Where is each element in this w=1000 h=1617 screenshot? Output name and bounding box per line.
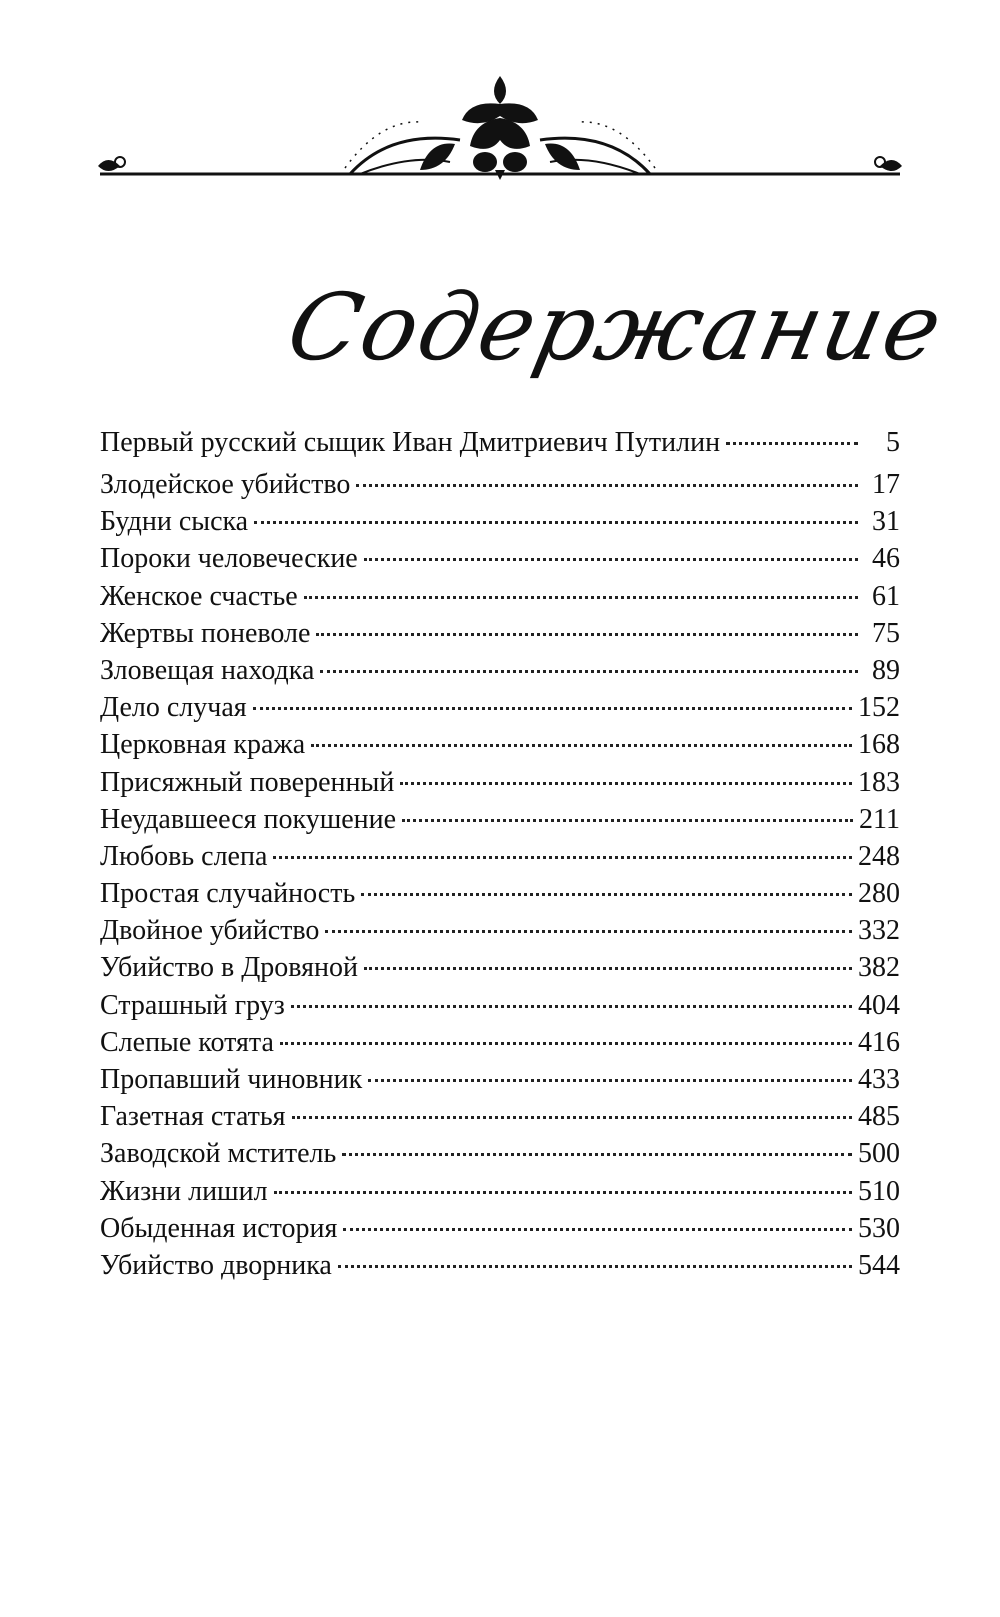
page-title: Содержание xyxy=(278,274,953,381)
toc-entry xyxy=(100,466,900,503)
toc-entry-title: Заводской мститель xyxy=(100,1138,337,1170)
toc-entry-page-number: 280 xyxy=(858,878,900,910)
toc-entry xyxy=(100,503,900,540)
toc-entry-title: Первый русский сыщик Иван Дмитриевич Путилин xyxy=(100,427,721,458)
toc-entry xyxy=(100,912,900,949)
toc-entry-page-number: 544 xyxy=(858,1249,900,1281)
toc-entry-page-number: 433 xyxy=(858,1064,900,1095)
dot-leader xyxy=(253,707,852,710)
dot-leader xyxy=(726,442,858,445)
toc-entry-title: Убийство дворника xyxy=(100,1249,332,1281)
dot-leader xyxy=(338,1265,852,1268)
dot-leader xyxy=(342,1153,852,1156)
toc-entry-page-number: 152 xyxy=(858,692,900,724)
dot-leader xyxy=(343,1228,852,1231)
toc-entry-page-number: 404 xyxy=(858,989,900,1021)
toc-entry-page-number: 332 xyxy=(858,915,900,947)
toc-entry xyxy=(100,838,900,875)
dot-leader xyxy=(364,967,852,970)
toc-entry xyxy=(100,1098,900,1135)
toc-entry-page-number: 248 xyxy=(858,840,900,872)
dot-leader xyxy=(304,596,858,599)
toc-entry-title: Будни сыска xyxy=(100,506,249,538)
dot-leader xyxy=(280,1042,852,1045)
toc-entry-title: Зловещая находка xyxy=(100,654,315,686)
dot-leader xyxy=(254,521,858,524)
toc-entry-page-number: 168 xyxy=(858,729,900,761)
toc-entry-title: Жизни лишил xyxy=(100,1175,268,1207)
toc-entry xyxy=(100,987,900,1024)
toc-entry-page-number: 75 xyxy=(872,617,900,649)
toc-entry xyxy=(100,578,900,615)
dot-leader xyxy=(361,893,852,896)
toc-entry-title: Простая случайность xyxy=(100,878,356,910)
dot-leader xyxy=(292,1116,852,1119)
dot-leader xyxy=(368,1079,852,1082)
toc-entry-page-number: 382 xyxy=(858,952,900,984)
toc-entry xyxy=(100,764,900,801)
toc-entry-title: Пороки человеческие xyxy=(100,543,358,575)
dot-leader xyxy=(325,930,852,933)
toc-entry-page-number: 46 xyxy=(872,543,900,575)
toc-entry-page-number: 17 xyxy=(872,469,900,500)
dot-leader xyxy=(273,856,852,859)
toc-entry-page-number: 416 xyxy=(858,1026,900,1058)
dot-leader xyxy=(274,1191,852,1194)
dot-leader xyxy=(320,670,858,673)
toc-entry-title: Пропавший чиновник xyxy=(100,1064,363,1095)
toc-entry-page-number: 89 xyxy=(872,654,900,686)
toc-entry xyxy=(100,1135,900,1172)
toc-entry-title: Двойное убийство xyxy=(100,915,320,947)
toc-entry-title: Обыденная история xyxy=(100,1212,338,1244)
toc-entry xyxy=(100,1024,900,1061)
dot-leader xyxy=(400,782,852,785)
toc-entry xyxy=(100,726,900,763)
toc-entry-page-number: 183 xyxy=(858,766,900,798)
dot-leader xyxy=(356,484,858,487)
toc-entry-title: Присяжный поверенный xyxy=(100,766,395,798)
toc-entry-title: Убийство в Дровяной xyxy=(100,952,358,984)
toc-entry-title: Любовь слепа xyxy=(100,840,268,872)
toc-entry-title: Жертвы поневоле xyxy=(100,617,311,649)
toc-entry-title: Слепые котята xyxy=(100,1026,274,1058)
toc-entry xyxy=(100,1210,900,1247)
dot-leader xyxy=(291,1005,852,1008)
toc-entry-title: Злодейское убийство xyxy=(100,469,351,500)
toc-entry-page-number: 510 xyxy=(858,1175,900,1207)
dot-leader xyxy=(364,558,858,561)
toc-entry-title: Дело случая xyxy=(100,692,247,724)
toc-entry-page-number: 5 xyxy=(886,427,900,458)
toc-entry-page-number: 500 xyxy=(858,1138,900,1170)
toc-entry xyxy=(100,1061,900,1098)
toc-entry xyxy=(100,420,900,466)
toc-entry xyxy=(100,540,900,577)
toc-entry xyxy=(100,801,900,838)
table-of-contents xyxy=(100,420,900,1284)
toc-entry-title: Газетная статья xyxy=(100,1101,286,1133)
toc-entry-title: Церковная кража xyxy=(100,729,306,761)
dot-leader xyxy=(402,819,853,822)
toc-entry-title: Неудавшееся покушение xyxy=(100,803,397,835)
toc-entry xyxy=(100,689,900,726)
toc-entry-title: Женское счастье xyxy=(100,580,298,612)
dot-leader xyxy=(316,633,858,636)
toc-entry xyxy=(100,615,900,652)
dot-leader xyxy=(311,744,852,747)
toc-entry-page-number: 61 xyxy=(872,580,900,612)
toc-entry xyxy=(100,1173,900,1210)
toc-entry-title: Страшный груз xyxy=(100,989,285,1021)
toc-entry-page-number: 31 xyxy=(872,506,900,538)
toc-entry-page-number: 530 xyxy=(858,1212,900,1244)
toc-entry xyxy=(100,1247,900,1284)
toc-entry xyxy=(100,949,900,986)
toc-entry-page-number: 211 xyxy=(859,803,900,835)
toc-entry xyxy=(100,652,900,689)
toc-entry-page-number: 485 xyxy=(858,1101,900,1133)
floral-divider-icon xyxy=(90,70,910,210)
toc-entry xyxy=(100,875,900,912)
